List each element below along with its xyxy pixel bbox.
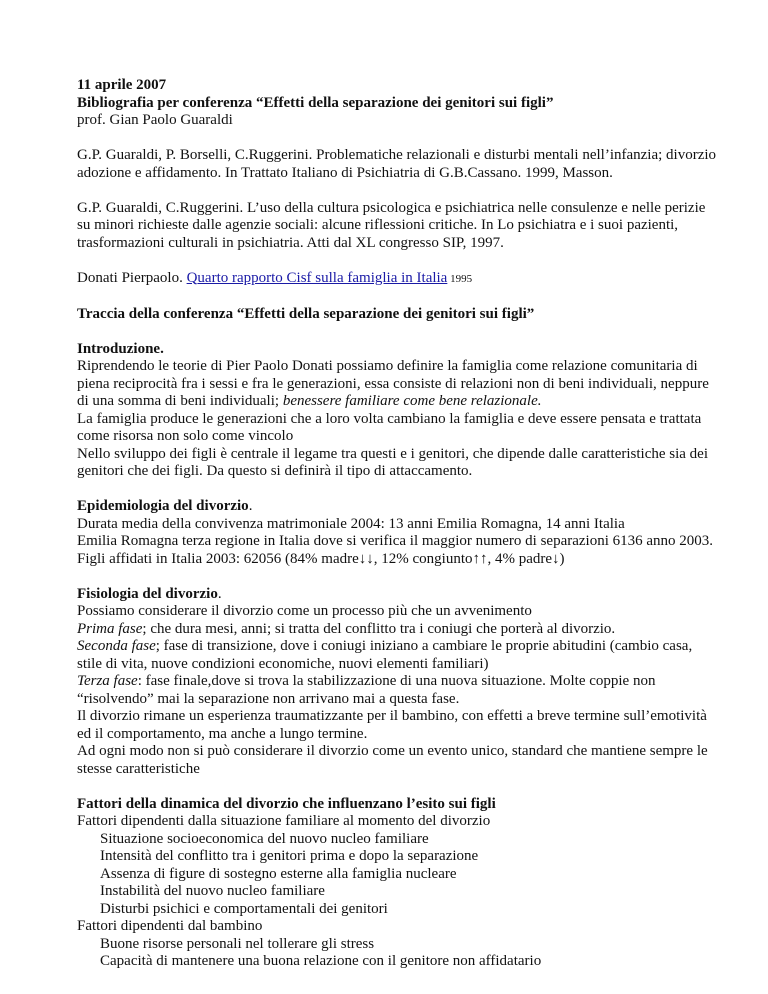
phase-1-text: ; che dura mesi, anni; si tratta del conflitto tra i coniugi che porterà al divorzio. [142, 620, 616, 637]
factors-heading: Fattori della dinamica del divorzio che influenzano l’esito sui figli [77, 795, 496, 812]
factors-item: Buone risorse personali nel tollerare gli stress [100, 935, 375, 952]
epidemiology-line-2: Emilia Romagna terza regione in Italia dove si verifica il maggior numero di separazioni 6136 anno 2003. Figli affidati in Italia 2003: 62056 (84% madre↓↓, 12% congiunto↑↑, 4% padre↓) [77, 533, 714, 567]
intro-paragraph-3: Nello sviluppo dei figli è centrale il legame tra questi e i genitori, che dipende dalle caratteristiche sia dei genitori che dei figli. Da questo si definirà il tipo di attaccamento. [77, 445, 709, 479]
date: 11 aprile 2007 [77, 77, 167, 93]
intro-heading: Introduzione. [77, 340, 164, 357]
bibliography-title: Bibliografia per conferenza “Effetti della separazione dei genitori sui figli” [77, 94, 554, 111]
reference-3-year: 1995 [447, 272, 473, 285]
phase-2-label: Seconda fase [77, 638, 156, 654]
reference-1: G.P. Guaraldi, P. Borselli, C.Ruggerini. Problematiche relazionali e disturbi mentali nell’infanzia; divorzio adozione e affidamento. In Trattato Italiano di Psichiatria di G.B.Cassano. 1999, Masson. [77, 147, 717, 181]
factors-item: Capacità di mantenere una buona relazione con il genitore non affidatario [100, 953, 542, 969]
physiology-heading-line: Fisiologia del divorzio. [77, 585, 222, 602]
author: prof. Gian Paolo Guaraldi [77, 112, 233, 128]
factors-item: Assenza di figure di sostegno esterne alla famiglia nucleare [100, 865, 457, 882]
phase-3-label: Terza fase [77, 673, 138, 689]
document-page [77, 77, 717, 971]
intro-paragraph-1 [77, 358, 717, 411]
phase-3 [77, 673, 717, 708]
factors-group-1: Fattori dipendenti dalla situazione familiare al momento del divorzio [77, 813, 491, 829]
physiology-line-6: Ad ogni modo non si può considerare il divorzio come un evento unico, standard che mantiene sempre le stesse caratteristiche [77, 743, 708, 777]
phase-2 [77, 638, 717, 673]
reference-3-link[interactable]: Quarto rapporto Cisf sulla famiglia in Italia [186, 269, 448, 286]
phase-1-label: Prima fase [77, 620, 143, 637]
epidemiology-heading-line: Epidemiologia del divorzio. [77, 498, 253, 514]
intro-paragraph-2: La famiglia produce le generazioni che a loro volta cambiano la famiglia e deve essere pensata e trattata come risorsa non solo come vincolo [77, 410, 702, 444]
phase-2-text: ; fase di transizione, dove i coniugi iniziano a cambiare le proprie abitudini (cambio casa, stile di vita, nuove condizioni economiche, nuovi elementi familiari) [77, 638, 693, 672]
intro-italic: benessere familiare come bene relazionale. [282, 393, 542, 409]
phase-1 [77, 621, 717, 639]
phase-3-text: : fase finale,dove si trova la stabilizzazione di una nuova situazione. Molte coppie non “risolvendo” mai la separazione non arrivano mai a questa fase. [77, 673, 656, 707]
reference-3-author: Donati Pierpaolo. [77, 269, 187, 286]
factors-item: Instabilità del nuovo nucleo familiare [100, 883, 325, 899]
physiology-line-1: Possiamo considerare il divorzio come un processo più che un avvenimento [77, 603, 532, 619]
intro-text: Riprendendo le teorie di Pier Paolo Donati possiamo definire la famiglia come relazione comunitaria di piena reciprocità fra i sessi e fra le generazioni, essa consiste di relazioni non di beni individuali, neppure di una somma di beni individuali; [77, 358, 709, 409]
physiology-line-5: Il divorzio rimane un esperienza traumatizzante per il bambino, con effetti a breve termine sull’emotività ed il comportamento, ma anche a lungo termine. [77, 708, 707, 742]
reference-2: G.P. Guaraldi, C.Ruggerini. L’uso della cultura psicologica e psichiatrica nelle consulenze e nelle perizie su minori richieste dalle agenzie sociali: alcune riflessioni critiche. In Lo psichiatra e i suoi pazienti, trasformazioni culturali in psichiatria. Atti dal XL congresso SIP, 1997. [77, 199, 706, 251]
outline-title: Traccia della conferenza “Effetti della separazione dei genitori sui figli” [77, 305, 535, 322]
factors-item: Intensità del conflitto tra i genitori prima e dopo la separazione [100, 848, 479, 864]
epidemiology-heading: Epidemiologia del divorzio [77, 498, 249, 514]
factors-item: Situazione socioeconomica del nuovo nucleo familiare [100, 830, 429, 847]
physiology-heading: Fisiologia del divorzio [77, 585, 218, 602]
factors-item: Disturbi psichici e comportamentali dei genitori [100, 900, 388, 917]
epidemiology-line-1: Durata media della convivenza matrimoniale 2004: 13 anni Emilia Romagna, 14 anni Italia [77, 515, 625, 532]
factors-group-2: Fattori dipendenti dal bambino [77, 918, 263, 934]
reference-3 [77, 270, 717, 289]
